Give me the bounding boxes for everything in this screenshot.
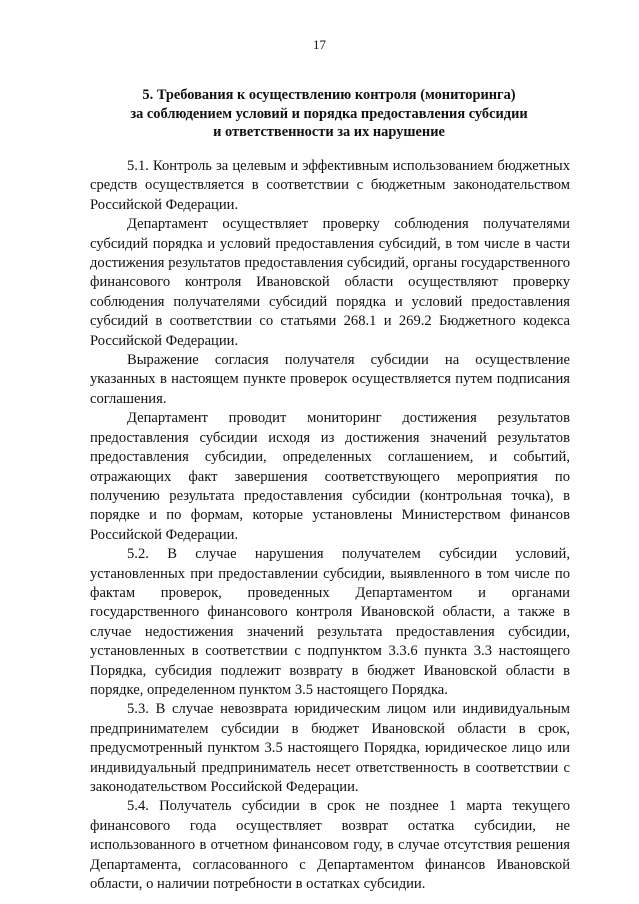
paragraph-5-1: 5.1. Контроль за целевым и эффективным использованием бюджетных средств осуществляется в соответствии с бюджетным законодательством Российской Федерации. (90, 158, 570, 213)
section-heading-line: 5. Требования к осуществлению контроля (мониторинга) (142, 87, 516, 103)
paragraph-5-3: 5.3. В случае невозврата юридическим лицом или индивидуальным предпринимателем субсидии в бюджет Ивановской области в срок, предусмотренный пунктом 3.5 настоящего Порядка, юридическое лицо или индивидуальный предприниматель несет ответственность в соответствии с законодательством Российской Федерации. (90, 701, 570, 795)
paragraph-monitoring: Департамент проводит мониторинг достижения результатов предоставления субсидии исходя из достижения значений результатов предоставления субсидии, определенных соглашением, и событий, отражающих факт завершения соответствующего мероприятия по получению результата предоставления субсидии (контрольная точка), в порядке и по формам, которые установлены Министерством финансов Российской Федерации. (90, 410, 570, 543)
paragraph-5-2: 5.2. В случае нарушения получателем субсидии условий, установленных при предоставлении субсидии, выявленного в том числе по фактам проверок, проведенных Департаментом и органами государственного финансового контроля Ивановской области, а также в случае недостижения значений результата предоставления субсидии, установленных в соответствии с подпунктом 3.3.6 пункта 3.3 настоящего Порядка, субсидия подлежит возврату в бюджет Ивановской области в порядке, определенном пунктом 3.5 настоящего Порядка. (90, 546, 570, 698)
section-heading (90, 86, 568, 142)
page-number: 17 (313, 37, 326, 52)
section-body (90, 157, 570, 894)
paragraph-consent: Выражение согласия получателя субсидии на осуществление указанных в настоящем пункте проверок осуществляется путем подписания соглашения. (90, 352, 570, 407)
paragraph-department-checks: Департамент осуществляет проверку соблюдения получателями субсидий порядка и условий предоставления субсидий, в том числе в части достижения результатов предоставления субсидий, органы государственного финансового контроля Ивановской области осуществляют проверку соблюдения получателями субсидий порядка и условий предоставления субсидий в соответствии со статьями 268.1 и 269.2 Бюджетного кодекса Российской Федерации. (90, 216, 570, 349)
paragraph-5-4: 5.4. Получатель субсидии в срок не позднее 1 марта текущего финансового года осуществляет возврат остатка субсидии, не использованного в отчетном финансовом году, в случае отсутствия решения Департамента, согласованного с Департаментом финансов Ивановской области, о наличии потребности в остатках субсидии. (90, 798, 570, 893)
section-heading-line: и ответственности за их нарушение (213, 124, 445, 140)
section-heading-line: за соблюдением условий и порядка предоставления субсидии (130, 105, 528, 122)
